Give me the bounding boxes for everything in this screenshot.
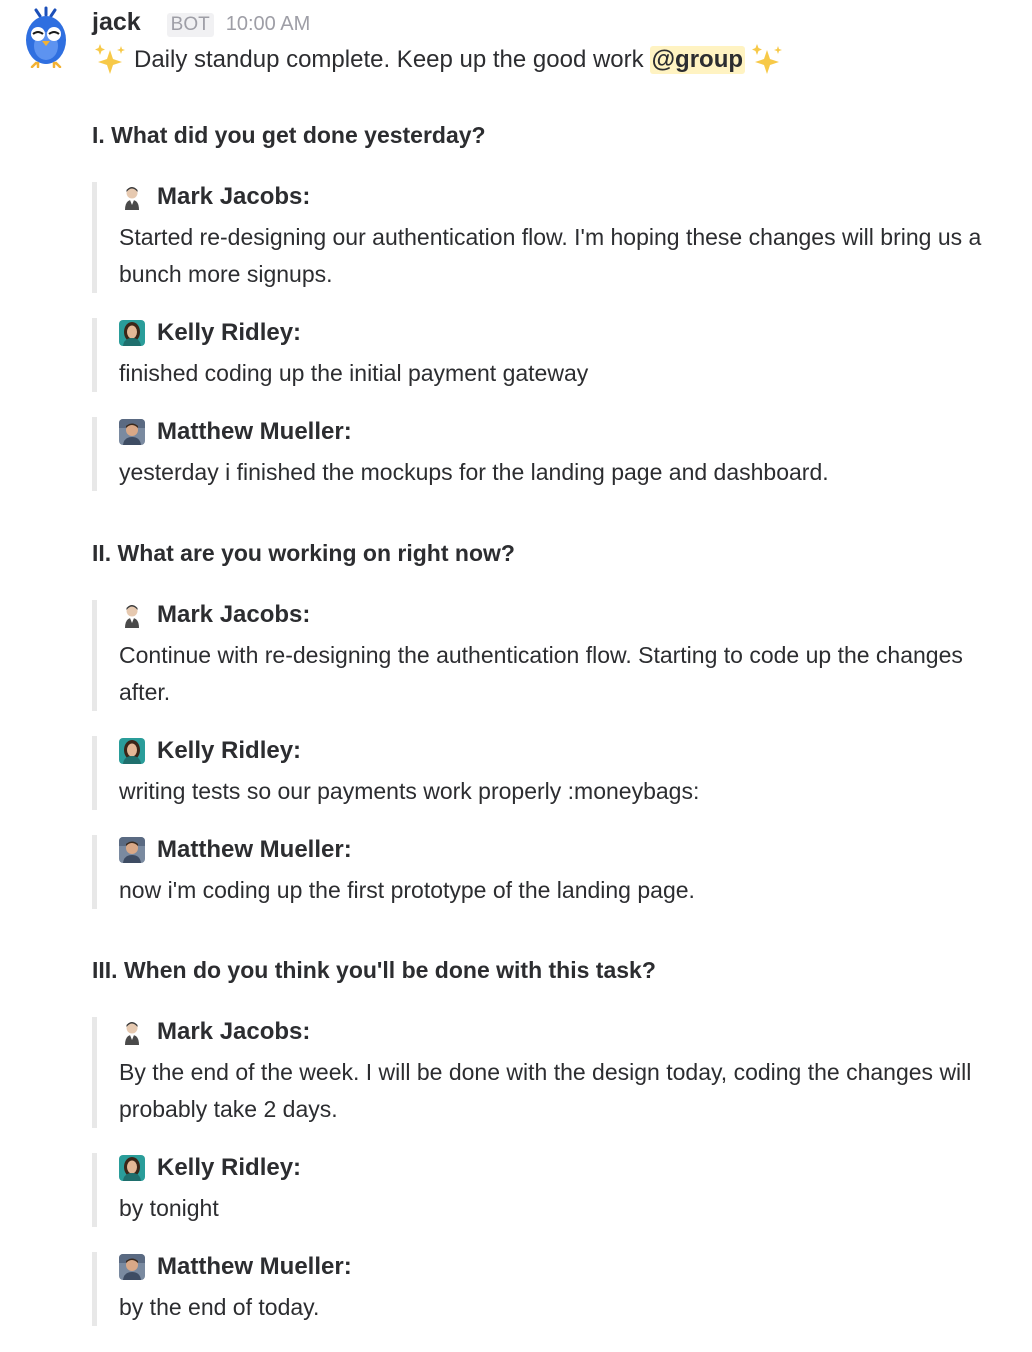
- answer-text: writing tests so our payments work properly :moneybags:: [119, 778, 700, 804]
- answer-text: by tonight: [119, 1195, 219, 1221]
- sparkles-icon: [749, 42, 785, 78]
- user-name[interactable]: Kelly Ridley:: [157, 319, 302, 346]
- matthew-mueller-avatar[interactable]: [119, 1254, 145, 1280]
- mark-jacobs-avatar[interactable]: [119, 602, 145, 628]
- intro-text: Daily standup complete. Keep up the good work: [134, 46, 644, 73]
- group-mention[interactable]: @group: [651, 46, 744, 73]
- bird-avatar-icon[interactable]: [22, 6, 70, 68]
- answer-text: Started re-designing our authentication flow. I'm hoping these changes will bring us a bunch more signups.: [119, 224, 982, 287]
- matthew-mueller-avatar[interactable]: [119, 837, 145, 863]
- answer-text: yesterday i finished the mockups for the landing page and dashboard.: [119, 459, 829, 485]
- answer-block: [92, 600, 1002, 711]
- intro-line: [92, 40, 785, 80]
- answer-block: [92, 736, 1002, 810]
- user-name[interactable]: Mark Jacobs:: [157, 1018, 311, 1045]
- answer-block: [92, 1252, 1002, 1326]
- bot-badge: BOT: [167, 13, 214, 37]
- sparkles-icon: [92, 42, 128, 78]
- user-name[interactable]: Matthew Mueller:: [157, 836, 352, 863]
- question-heading: I. What did you get done yesterday?: [92, 122, 486, 148]
- message-timestamp[interactable]: 10:00 AM: [225, 13, 311, 35]
- user-name[interactable]: Matthew Mueller:: [157, 418, 352, 445]
- user-name[interactable]: Kelly Ridley:: [157, 1154, 302, 1181]
- kelly-ridley-avatar[interactable]: [119, 320, 145, 346]
- kelly-ridley-avatar[interactable]: [119, 738, 145, 764]
- answer-text: now i'm coding up the first prototype of the landing page.: [119, 877, 695, 903]
- user-name[interactable]: Mark Jacobs:: [157, 183, 311, 210]
- question-heading: II. What are you working on right now?: [92, 540, 515, 566]
- answer-block: [92, 835, 1002, 909]
- mark-jacobs-avatar[interactable]: [119, 1019, 145, 1045]
- answer-text: finished coding up the initial payment gateway: [119, 360, 589, 386]
- matthew-mueller-avatar[interactable]: [119, 419, 145, 445]
- answer-text: by the end of today.: [119, 1294, 320, 1320]
- user-name[interactable]: Matthew Mueller:: [157, 1253, 352, 1280]
- answer-text: By the end of the week. I will be done with the design today, coding the changes will probably take 2 days.: [119, 1059, 972, 1122]
- question-heading: III. When do you think you'll be done with this task?: [92, 957, 656, 983]
- answer-block: [92, 318, 1002, 392]
- kelly-ridley-avatar[interactable]: [119, 1155, 145, 1181]
- user-name[interactable]: Kelly Ridley:: [157, 737, 302, 764]
- mark-jacobs-avatar[interactable]: [119, 184, 145, 210]
- answer-block: [92, 1153, 1002, 1227]
- author-name[interactable]: jack: [92, 8, 141, 36]
- answer-text: Continue with re-designing the authentication flow. Starting to code up the changes after.: [119, 642, 963, 705]
- answer-block: [92, 417, 1002, 491]
- answer-block: [92, 182, 1002, 293]
- answer-block: [92, 1017, 1002, 1128]
- message-header: [92, 8, 310, 42]
- user-name[interactable]: Mark Jacobs:: [157, 601, 311, 628]
